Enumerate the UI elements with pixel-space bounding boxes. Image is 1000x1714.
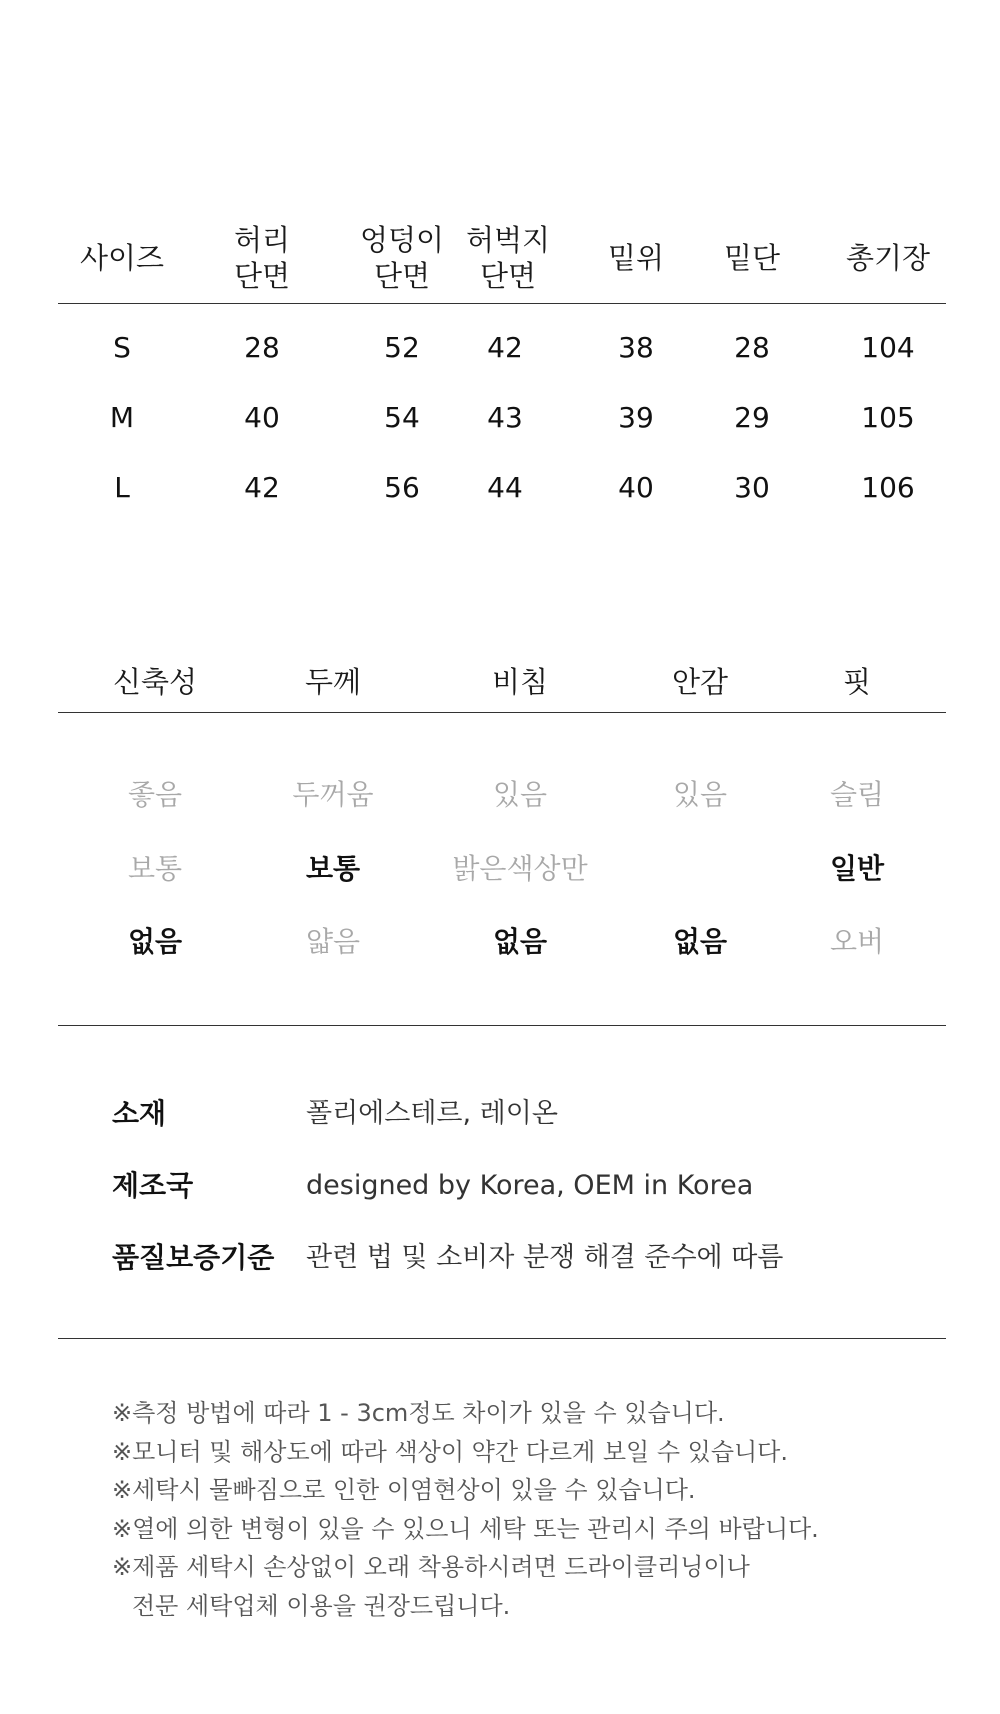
note-line: ※세탁시 물빠짐으로 인한 이염현상이 있을 수 있습니다. [112,1476,696,1504]
length-value: 106 [861,471,915,504]
thickness-option-thick: 두꺼움 [292,778,374,811]
size-label: M [109,401,135,434]
stretch-option-normal: 보통 [127,852,183,885]
attr-header-thickness: 두께 [304,665,362,699]
thigh-value: 44 [487,471,523,504]
hip-value: 54 [384,401,420,434]
length-value: 105 [861,401,915,434]
fit-option-over: 오버 [829,925,885,958]
attr-header-sheerness: 비침 [491,665,549,699]
thickness-option-normal: 보통 [305,852,361,885]
sheer-option-yes: 있음 [492,778,548,811]
section-divider [58,1338,946,1339]
lining-option-none: 없음 [672,925,728,958]
stretch-option-good: 좋음 [127,778,183,811]
size-header-thigh: 허벅지 단면 [465,223,551,293]
hip-value: 56 [384,471,420,504]
hem-value: 28 [734,331,770,364]
thigh-value: 42 [487,331,523,364]
size-table-divider [58,303,946,304]
stretch-option-none: 없음 [127,925,183,958]
hem-value: 30 [734,471,770,504]
note-line: ※열에 의한 변형이 있을 수 있으니 세탁 또는 관리시 주의 바랍니다. [112,1514,819,1543]
quality-standard-value: 관련 법 및 소비자 분쟁 해결 준수에 따름 [306,1242,784,1273]
waist-value: 40 [244,401,280,434]
fit-option-slim: 슬림 [829,778,885,811]
waist-value: 28 [244,331,280,364]
sheer-option-none: 없음 [492,925,548,958]
section-divider [58,1025,946,1026]
waist-value: 42 [244,471,280,504]
hip-value: 52 [384,331,420,364]
size-label: L [114,471,130,504]
fit-option-regular: 일반 [829,852,885,885]
country-label: 제조국 [112,1169,194,1202]
rise-value: 38 [618,331,654,364]
note-line: ※모니터 및 해상도에 따라 색상이 약간 다르게 보일 수 있습니다. [112,1437,788,1466]
size-header-waist: 허리 단면 [233,223,291,293]
country-value: designed by Korea, OEM in Korea [306,1170,754,1201]
note-line: ※측정 방법에 따라 1 - 3cm정도 차이가 있을 수 있습니다. [112,1399,725,1427]
note-line: ※제품 세탁시 손상없이 오래 착용하시려면 드라이클리닝이나 [112,1553,750,1581]
size-header-length: 총기장 [845,241,931,275]
hem-value: 29 [734,401,770,434]
material-value: 폴리에스테르, 레이온 [306,1098,558,1129]
rise-value: 40 [618,471,654,504]
thigh-value: 43 [487,401,523,434]
sheer-option-light-colors: 밝은색상만 [452,852,588,885]
attr-header-stretch: 신축성 [112,665,198,699]
care-notes [112,1394,942,1625]
size-label: S [113,331,131,364]
thickness-option-thin: 얇음 [305,925,361,958]
lining-option-yes: 있음 [672,778,728,811]
note-line: 전문 세탁업체 이용을 권장드립니다. [132,1591,511,1620]
length-value: 104 [861,331,915,364]
quality-standard-label: 품질보증기준 [112,1241,275,1274]
attribute-table-divider [58,712,946,713]
size-header-size: 사이즈 [79,241,165,275]
size-header-hem: 밑단 [723,241,781,275]
rise-value: 39 [618,401,654,434]
size-header-hip: 엉덩이 단면 [359,223,445,293]
size-header-rise: 밑위 [607,241,665,275]
attr-header-fit: 핏 [842,665,872,699]
attr-header-lining: 안감 [671,665,729,699]
material-label: 소재 [112,1097,167,1130]
